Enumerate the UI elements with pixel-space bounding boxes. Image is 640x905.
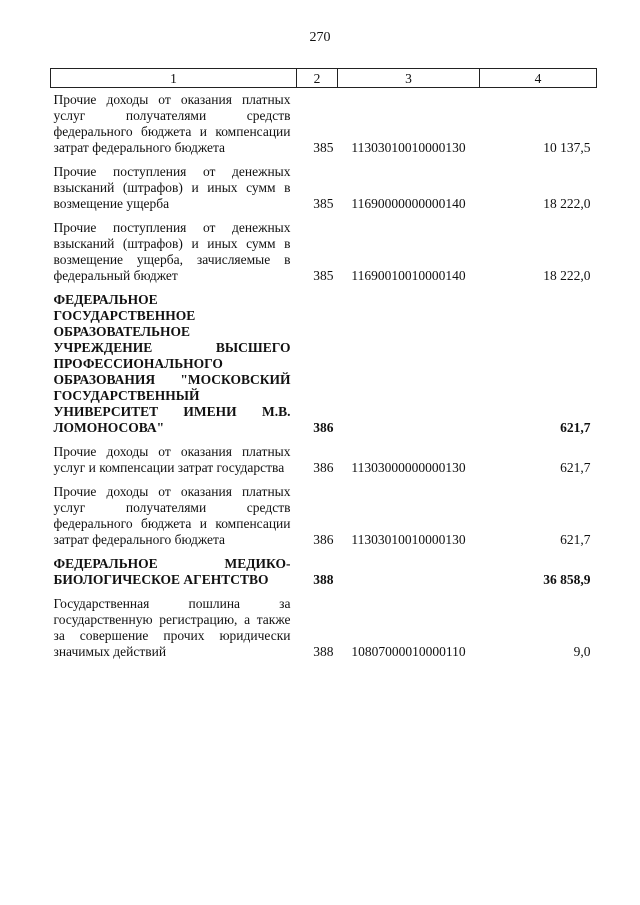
row-admin-code: 388	[313, 572, 334, 587]
table-row	[51, 164, 597, 220]
row-amount: 621,7	[560, 460, 591, 475]
row-kbk-code	[338, 292, 480, 444]
row-kbk-code: 11303010010000130	[351, 140, 466, 155]
table-header	[51, 69, 597, 88]
row-admin-code: 386	[313, 460, 334, 475]
row-kbk-code	[338, 556, 480, 596]
row-name: Государственная пошлина за государственную регистрацию, а также за совершение прочих юридически значимых действий	[53, 596, 291, 659]
row-admin-code: 385	[313, 268, 334, 283]
row-organization-name: ФЕДЕРАЛЬНОЕ ГОСУДАРСТВЕННОЕ ОБРАЗОВАТЕЛЬНОЕ УЧРЕЖДЕНИЕ ВЫСШЕГО ПРОФЕССИОНАЛЬНОГО ОБРАЗОВАНИЯ "МОСКОВСКИЙ ГОСУДАРСТВЕННЫЙ УНИВЕРСИТЕТ ИМЕНИ М.В. ЛОМОНОСОВА"	[53, 292, 291, 435]
row-kbk-code: 11690010010000140	[351, 268, 466, 283]
table-row-organization	[51, 556, 597, 596]
row-amount: 18 222,0	[543, 196, 591, 211]
row-admin-code: 385	[313, 140, 334, 155]
table-row	[51, 444, 597, 484]
table-row	[51, 220, 597, 292]
row-name: Прочие поступления от денежных взысканий (штрафов) и иных сумм в возмещение ущерба	[53, 164, 291, 211]
table-body	[51, 88, 597, 669]
row-admin-code: 386	[313, 532, 334, 547]
header-col-4: 4	[480, 69, 597, 88]
row-name: Прочие поступления от денежных взысканий (штрафов) и иных сумм в возмещение ущерба, зачисляемые в федеральный бюджет	[53, 220, 291, 283]
row-kbk-code: 11303010010000130	[351, 532, 466, 547]
budget-table	[50, 68, 597, 668]
table-row	[51, 596, 597, 668]
row-admin-code: 388	[313, 644, 334, 659]
row-amount: 621,7	[560, 420, 591, 435]
header-col-1: 1	[51, 69, 297, 88]
row-amount: 36 858,9	[543, 572, 591, 587]
row-amount: 621,7	[560, 532, 591, 547]
row-name: Прочие доходы от оказания платных услуг получателями средств федерального бюджета и компенсации затрат федерального бюджета	[53, 92, 291, 155]
row-amount: 10 137,5	[543, 140, 591, 155]
row-admin-code: 385	[313, 196, 334, 211]
row-amount: 18 222,0	[543, 268, 591, 283]
header-col-2: 2	[297, 69, 338, 88]
row-kbk-code: 11303000000000130	[351, 460, 466, 475]
table-row-organization	[51, 292, 597, 444]
row-kbk-code: 10807000010000110	[351, 644, 466, 659]
table-row	[51, 88, 597, 165]
row-name: Прочие доходы от оказания платных услуг и компенсации затрат государства	[53, 444, 291, 475]
row-name: Прочие доходы от оказания платных услуг получателями средств федерального бюджета и компенсации затрат федерального бюджета	[53, 484, 291, 547]
row-organization-name: ФЕДЕРАЛЬНОЕ МЕДИКО-БИОЛОГИЧЕСКОЕ АГЕНТСТВО	[53, 556, 291, 587]
row-kbk-code: 11690000000000140	[351, 196, 466, 211]
table-row	[51, 484, 597, 556]
page-number: 270	[309, 30, 331, 45]
header-row	[51, 69, 597, 88]
header-col-3: 3	[338, 69, 480, 88]
row-amount: 9,0	[573, 644, 591, 659]
row-admin-code: 386	[313, 420, 334, 435]
